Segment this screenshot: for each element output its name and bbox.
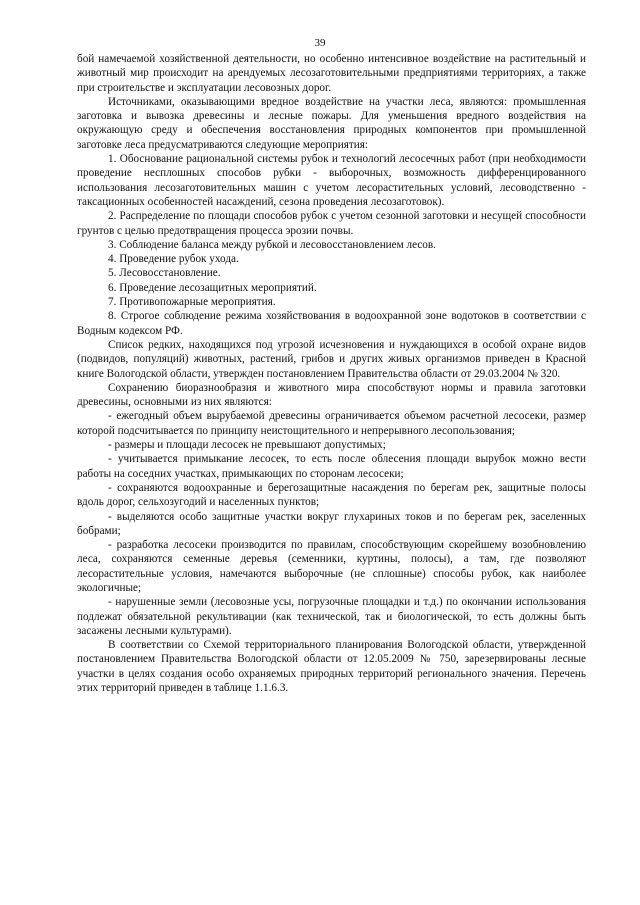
paragraph: 7. Противопожарные мероприятия.	[108, 296, 276, 309]
paragraph: 1. Обоснование рациональной системы рубок и технологий лесосечных работ (при необходимости проведение несплошных способов рубки - выборочных, возможность дифференцированного использования лесозаготовительных машин с учетом лесорастительных условий, лесоводственно - таксационных особенностей насаждений, сезона проведения лесозаготовок).	[77, 153, 586, 208]
paragraph: - размеры и площади лесосек не превышают допустимых;	[108, 439, 386, 452]
paragraph: Список редких, находящихся под угрозой исчезновения и нуждающихся в особой охране видов (подвидов, популяций) животных, растений, грибов и других живых организмов приведен в Красной книге Вологодской области, утвержден постановлением Правительства области от 29.03.2004 № 320.	[77, 338, 586, 380]
document-body	[77, 52, 586, 695]
paragraph: бой намечаемой хозяйственной деятельности, но особенно интенсивное воздействие на растительный и животный мир происходит на арендуемых лесозаготовительными предприятиями территориях, а также при строительстве и эксплуатации лесовозных дорог.	[77, 53, 586, 94]
paragraph: 5. Лесовосстановление.	[108, 267, 221, 280]
paragraph: 8. Строгое соблюдение режима хозяйствования в водоохранной зоне водотоков в соответствии с Водным кодексом РФ.	[77, 310, 586, 337]
paragraph: - нарушенные земли (лесовозные усы, погрузочные площадки и т.д.) по окончании использования подлежат обязательной рекультивации (как технической, так и биологической, то есть должны быть засажены лесными культурами).	[77, 596, 586, 637]
paragraph: 4. Проведение рубок ухода.	[108, 253, 239, 266]
paragraph: Сохранению биоразнообразия и животного мира способствуют нормы и правила заготовки древесины, основными из них являются:	[77, 381, 586, 409]
paragraph: - разработка лесосеки производится по правилам, способствующим скорейшему возобновлению леса, сохраняются семенные деревья (семенники, куртины, полосы), а там, где позволяют лесорастительные условия, намечаются выборочные (не сплошные) способы рубок, как наиболее экологичные;	[77, 539, 586, 594]
paragraph: - сохраняются водоохранные и берегозащитные насаждения по берегам рек, защитные полосы вдоль дорог, сельхозугодий и населенных пунктов;	[77, 481, 586, 509]
paragraph: - выделяются особо защитные участки вокруг глухариных токов и по берегам рек, заселенных бобрами;	[77, 510, 586, 537]
paragraph: - учитывается примыкание лесосек, то есть после облесения площади вырубок можно вести работы на соседних участках, примыкающих по сторонам лесосеки;	[77, 453, 586, 480]
paragraph: В соответствии со Схемой территориального планирования Вологодской области, утвержденной постановлением Правительства Вологодской области от 12.05.2009 № 750, зарезервированы лесные участки в целях создания особо охраняемых природных территорий регионального значения. Перечень этих территорий приведен в таблице 1.1.6.3.	[77, 639, 586, 695]
page-number: 39	[314, 37, 326, 49]
paragraph: Источниками, оказывающими вредное воздействие на участки леса, являются: промышленная заготовка и вывозка древесины и лесные пожары. Для уменьшения вредного воздействия на окружающую среду и обеспечения восстановления природных компонентов при промышленной заготовке леса предусматриваются следующие мероприятия:	[77, 95, 586, 151]
paragraph: - ежегодный объем вырубаемой древесины ограничивается объемом расчетной лесосеки, размер которой подсчитывается по принципу неистощительного и непрерывного лесопользования;	[77, 410, 586, 437]
paragraph: 2. Распределение по площади способов рубок с учетом сезонной заготовки и несущей способности грунтов с целью предотвращения процесса эрозии почвы.	[77, 210, 586, 237]
paragraph: 6. Проведение лесозащитных мероприятий.	[108, 281, 317, 294]
paragraph: 3. Соблюдение баланса между рубкой и лесовосстановлением лесов.	[108, 238, 436, 251]
